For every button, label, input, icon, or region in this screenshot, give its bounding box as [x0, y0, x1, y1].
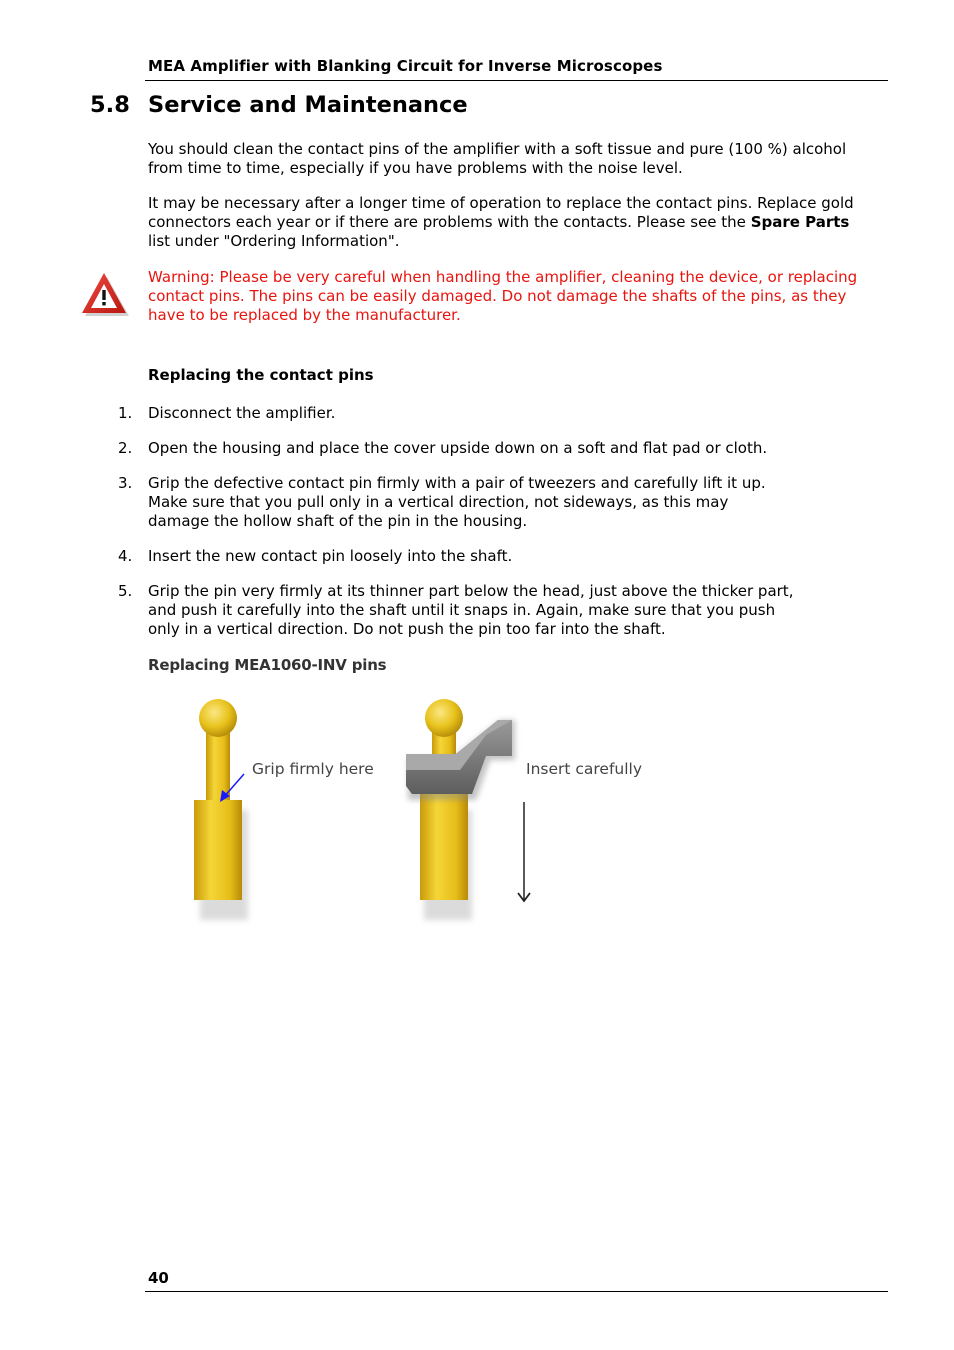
- pin-grip-drawing: [194, 699, 248, 920]
- figure-title: Replacing MEA1060-INV pins: [148, 656, 387, 674]
- step-text: Grip the defective contact pin firmly with a pair of tweezers and carefully lift it up. Make sure that you pull only in a vertical direction, not sideways, as this may damage the hollow shaft of the pin in the housing.: [148, 474, 766, 530]
- step-number: 4.: [118, 547, 133, 565]
- paragraph-text: It may be necessary after a longer time of operation to replace the contact pins. Replace gold connectors each year or if there are problems with the contacts. Please see the: [148, 194, 854, 231]
- list-item: [118, 439, 818, 459]
- step-number: 2.: [118, 439, 133, 457]
- section-heading: [90, 92, 468, 118]
- list-item: [118, 404, 818, 424]
- list-item: [118, 474, 818, 534]
- step-number: 5.: [118, 582, 133, 600]
- step-text: Open the housing and place the cover upside down on a soft and flat pad or cloth.: [148, 439, 768, 457]
- running-header: MEA Amplifier with Blanking Circuit for Inverse Microscopes: [148, 57, 663, 75]
- paragraph-text-end: list under "Ordering Information".: [148, 232, 400, 250]
- section-title: Service and Maintenance: [148, 92, 468, 118]
- list-item: [118, 547, 818, 567]
- header-divider: [145, 80, 888, 81]
- step-text: Grip the pin very firmly at its thinner part below the head, just above the thicker part, and push it carefully into the shaft until it snaps in. Again, make sure that you push only in a vertical direction. Do not push the pin too far into the shaft.: [148, 582, 794, 638]
- subheading: Replacing the contact pins: [148, 366, 374, 384]
- spare-parts-link-text: Spare Parts: [750, 213, 850, 231]
- step-text: Disconnect the amplifier.: [148, 404, 336, 422]
- paragraph-cleaning: You should clean the contact pins of the amplifier with a soft tissue and pure (100 %) alcohol from time to time, especially if you have problems with the noise level.: [148, 140, 847, 177]
- step-number: 1.: [118, 404, 133, 422]
- warning-text: Warning: Please be very careful when handling the amplifier, cleaning the device, or replacing contact pins. The pins can be easily damaged. Do not damage the shafts of the pins, as they have to be replaced by the manufacturer.: [148, 268, 858, 324]
- footer-divider: [145, 1291, 888, 1292]
- pin-insert-drawing: [406, 699, 530, 920]
- step-text: Insert the new contact pin loosely into the shaft.: [148, 547, 513, 565]
- page-number: 40: [148, 1269, 169, 1287]
- pin-replacement-figure: [180, 690, 660, 930]
- step-number: 3.: [118, 474, 133, 492]
- label-insert-carefully: Insert carefully: [526, 760, 643, 778]
- list-item: [118, 582, 818, 642]
- warning-triangle-icon: [80, 270, 130, 318]
- section-number: 5.8: [90, 92, 130, 118]
- label-grip-firmly: Grip firmly here: [252, 760, 374, 778]
- paragraph-replacement: [148, 194, 863, 251]
